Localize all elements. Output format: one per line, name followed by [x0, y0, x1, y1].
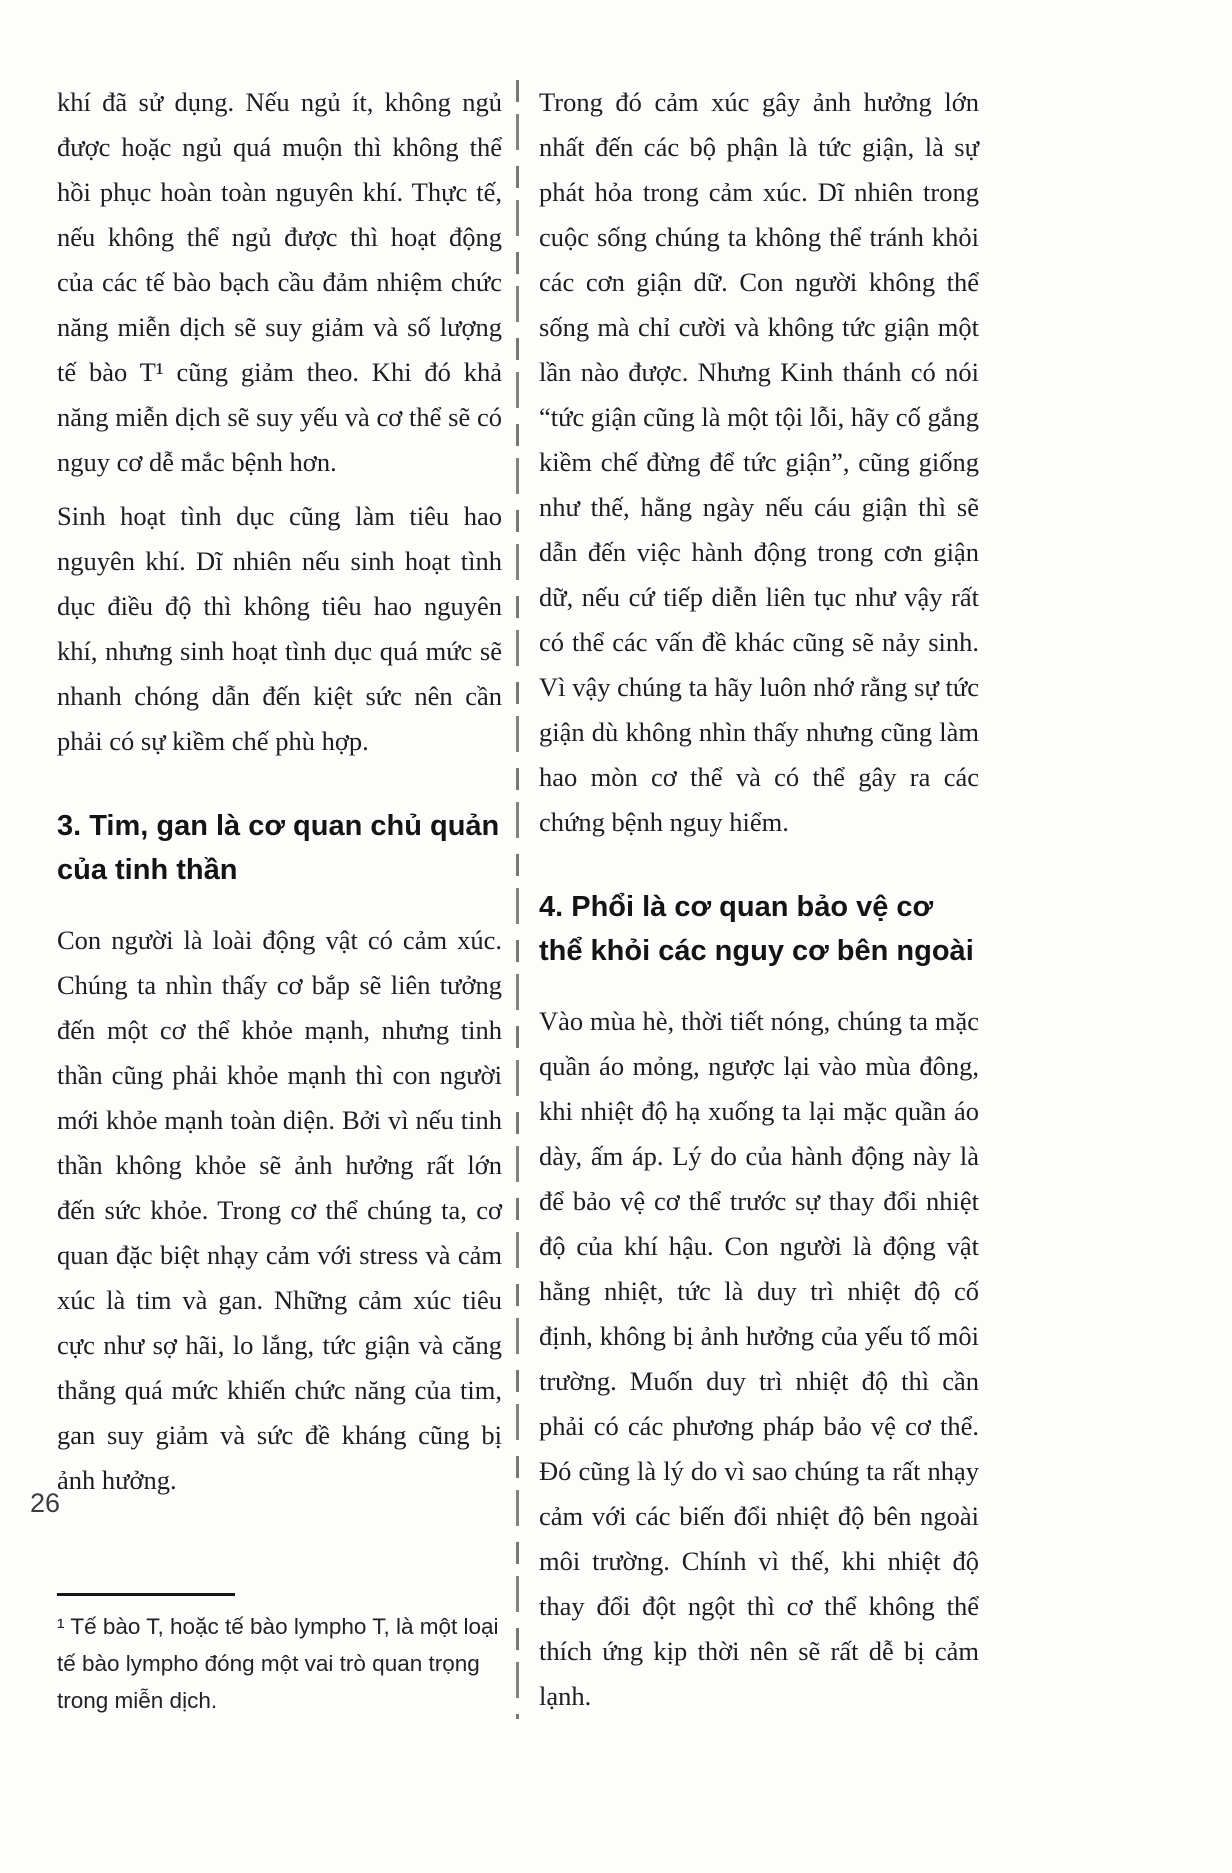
body-paragraph: Trong đó cảm xúc gây ảnh hưởng lớn nhất đến các bộ phận là tức giận, là sự phát hỏa trong cảm xúc. Dĩ nhiên trong cuộc sống chúng ta không thể tránh khỏi các cơn giận dữ. Con người không thể sống mà chỉ cười và không tức giận một lần nào được. Nhưng Kinh thánh có nói “tức giận cũng là một tội lỗi, hãy cố gắng kiềm chế đừng để tức giận”, cũng giống như thế, hằng ngày nếu cáu giận thì sẽ dẫn đến việc hành động trong cơn giận dữ, nếu cứ tiếp diễn liên tục như vậy rất có thể các vấn đề khác cũng sẽ nảy sinh. Vì vậy chúng ta hãy luôn nhớ rằng sự tức giận dù không nhìn thấy nhưng cũng làm hao mòn cơ thể và có thể gây ra các chứng bệnh nguy hiểm.	[539, 87, 979, 837]
right-column	[539, 80, 979, 1719]
body-paragraph: Vào mùa hè, thời tiết nóng, chúng ta mặc quần áo mỏng, ngược lại vào mùa đông, khi nhiệt độ hạ xuống ta lại mặc quần áo dày, ấm áp. Lý do của hành động này là để bảo vệ cơ thể trước sự thay đổi nhiệt độ của khí hậu. Con người là động vật hằng nhiệt, tức là duy trì nhiệt độ cố định, không bị ảnh hưởng của yếu tố môi trường. Muốn duy trì nhiệt độ thì cần phải có các phương pháp bảo vệ cơ thể. Đó cũng là lý do vì sao chúng ta rất nhạy cảm với các biến đổi nhiệt độ bên ngoài môi trường. Chính vì thế, khi nhiệt độ thay đổi đột ngột thì cơ thể không thể thích ứng kịp thời nên sẽ rất dễ bị cảm lạnh.	[539, 1006, 979, 1711]
section-heading-3: 3. Tim, gan là cơ quan chủ quản của tinh thần	[57, 810, 500, 886]
left-column	[57, 80, 502, 1719]
footnote-divider	[57, 1593, 235, 1596]
two-column-layout	[57, 80, 979, 1719]
footnote-text: ¹ Tế bào T, hoặc tế bào lympho T, là một loại tế bào lympho đóng một vai trò quan trọng trong miễn dịch.	[57, 1614, 499, 1713]
body-paragraph: Sinh hoạt tình dục cũng làm tiêu hao nguyên khí. Dĩ nhiên nếu sinh hoạt tình dục điều độ thì không tiêu hao nguyên khí, nhưng sinh hoạt tình dục quá mức sẽ nhanh chóng dẫn đến kiệt sức nên cần phải có sự kiềm chế phù hợp.	[57, 501, 502, 756]
section-heading-4: 4. Phổi là cơ quan bảo vệ cơ thể khỏi các nguy cơ bên ngoài	[539, 891, 974, 967]
body-paragraph: Con người là loài động vật có cảm xúc. Chúng ta nhìn thấy cơ bắp sẽ liên tưởng đến một cơ thể khỏe mạnh, nhưng tinh thần cũng phải khỏe mạnh thì con người mới khỏe mạnh toàn diện. Bởi vì nếu tinh thần không khỏe sẽ ảnh hưởng rất lớn đến sức khỏe. Trong cơ thể chúng ta, cơ quan đặc biệt nhạy cảm với stress và cảm xúc là tim và gan. Những cảm xúc tiêu cực như sợ hãi, lo lắng, tức giận và căng thẳng quá mức khiến chức năng của tim, gan suy giảm và sức đề kháng cũng bị ảnh hưởng.	[57, 925, 502, 1495]
footnote-block	[57, 1577, 502, 1719]
body-paragraph: khí đã sử dụng. Nếu ngủ ít, không ngủ được hoặc ngủ quá muộn thì không thể hồi phục hoàn toàn nguyên khí. Thực tế, nếu không thể ngủ được thì hoạt động của các tế bào bạch cầu đảm nhiệm chức năng miễn dịch sẽ suy giảm và số lượng tế bào T¹ cũng giảm theo. Khi đó khả năng miễn dịch sẽ suy yếu và cơ thể sẽ có nguy cơ dễ mắc bệnh hơn.	[57, 87, 502, 477]
page-number: 26	[30, 1488, 61, 1518]
column-divider	[516, 80, 519, 1719]
